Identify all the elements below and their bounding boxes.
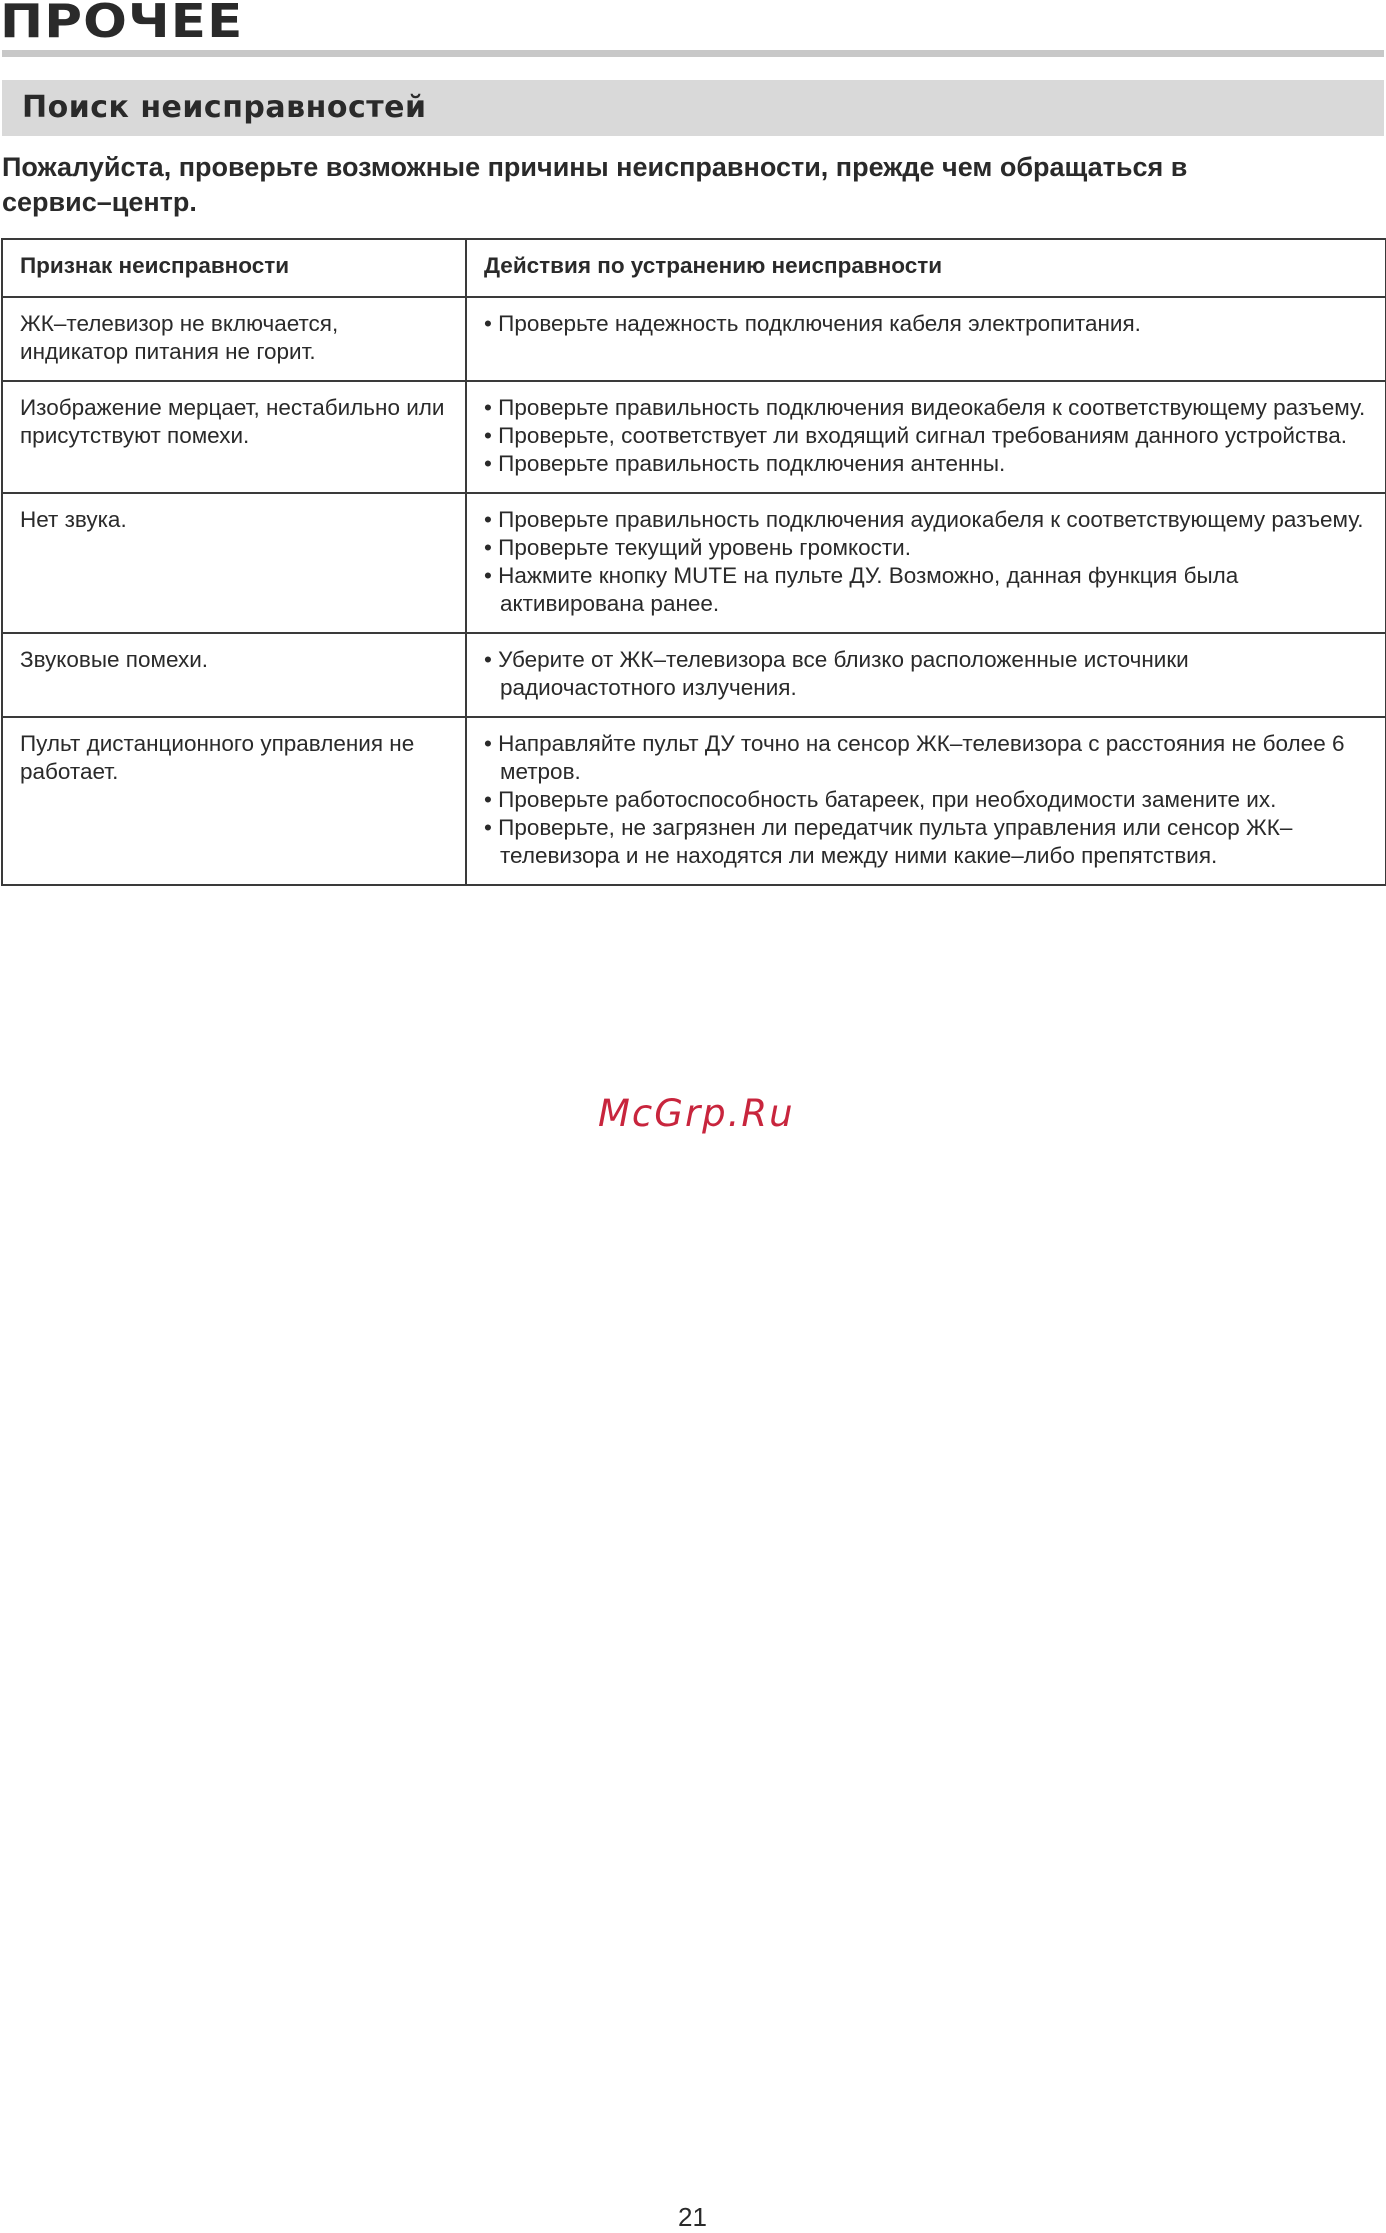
troubleshooting-table <box>1 238 1386 886</box>
symptom-cell: Пульт дистанционного управления не работает. <box>2 717 466 885</box>
intro-text: Пожалуйста, проверьте возможные причины неисправности, прежде чем обращаться в сервис–центр. <box>2 152 1188 217</box>
action-item: • Проверьте текущий уровень громкости. <box>484 534 1369 562</box>
table-row <box>2 381 1386 493</box>
action-item: • Направляйте пульт ДУ точно на сенсор ЖК–телевизора с расстояния не более 6 метров. <box>484 730 1369 786</box>
page-number: 21 <box>678 2202 707 2232</box>
action-item: • Проверьте правильность подключения антенны. <box>484 450 1369 478</box>
actions-cell <box>466 493 1386 633</box>
symptom-cell: ЖК–телевизор не включается, индикатор питания не горит. <box>2 297 466 381</box>
page-title: ПРОЧЕЕ <box>0 0 244 48</box>
actions-cell <box>466 297 1386 381</box>
symptom-cell: Звуковые помехи. <box>2 633 466 717</box>
watermark-link[interactable]: McGrp.Ru <box>598 1092 795 1135</box>
header-actions: Действия по устранению неисправности <box>466 239 1386 297</box>
action-item: • Проверьте, соответствует ли входящий сигнал требованиям данного устройства. <box>484 422 1369 450</box>
action-item: • Проверьте работоспособность батареек, при необходимости замените их. <box>484 786 1369 814</box>
action-item: • Уберите от ЖК–телевизора все близко расположенные источники радиочастотного излучения. <box>484 646 1369 702</box>
symptom-cell: Изображение мерцает, нестабильно или присутствуют помехи. <box>2 381 466 493</box>
symptom-cell: Нет звука. <box>2 493 466 633</box>
table-row <box>2 297 1386 381</box>
actions-cell <box>466 381 1386 493</box>
title-divider <box>2 50 1384 57</box>
table-row <box>2 633 1386 717</box>
action-item: • Проверьте правильность подключения видеокабеля к соответствующему разъему. <box>484 394 1369 422</box>
action-item: • Проверьте, не загрязнен ли передатчик пульта управления или сенсор ЖК–телевизора и не находятся ли между ними какие–либо препятствия. <box>484 814 1369 870</box>
actions-cell <box>466 717 1386 885</box>
table-row <box>2 717 1386 885</box>
action-item: • Нажмите кнопку MUTE на пульте ДУ. Возможно, данная функция была активирована ранее. <box>484 562 1369 618</box>
action-item: • Проверьте надежность подключения кабеля электропитания. <box>484 310 1369 338</box>
table-header-row <box>2 239 1386 297</box>
header-symptom: Признак неисправности <box>2 239 466 297</box>
actions-cell <box>466 633 1386 717</box>
action-item: • Проверьте правильность подключения аудиокабеля к соответствующему разъему. <box>484 506 1369 534</box>
table-row <box>2 493 1386 633</box>
section-title: Поиск неисправностей <box>22 90 427 125</box>
